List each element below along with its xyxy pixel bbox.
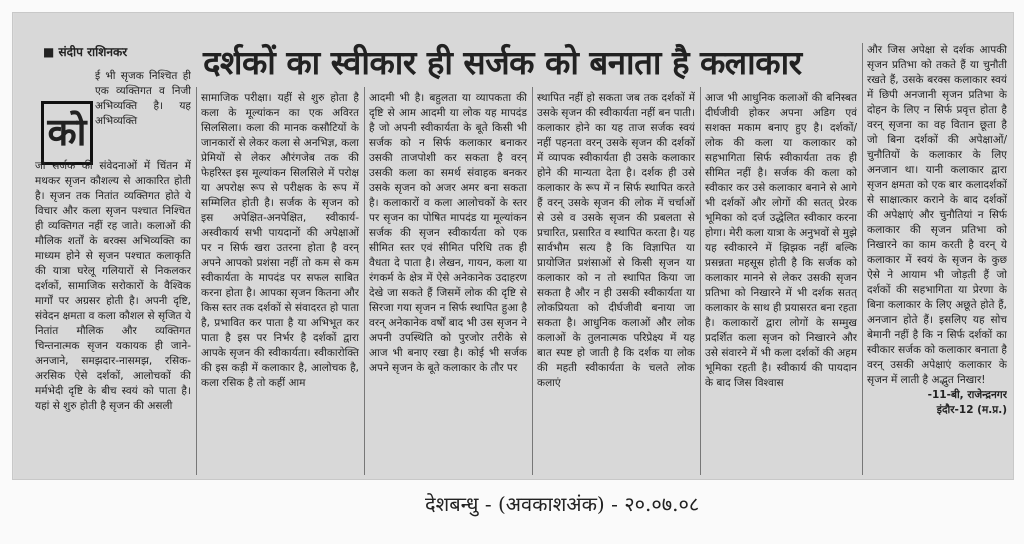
author-address-line1: -11-बी, राजेन्द्रनगर <box>927 389 1007 401</box>
article-column-4 <box>537 91 695 475</box>
column-divider <box>700 87 701 475</box>
article-column-6 <box>867 43 1007 475</box>
column-text: और जिस अपेक्षा से दर्शक आपकी सृजन प्रतिभा को तकते हैं या चुनौती रखते हैं, उसके बरक्स कलाकार स्वयं में छिपी अनजानी सृजन प्रतिभा के दोहन के लिए न सिर्फ प्रवृत्त होता है वरन् सृजना का वह वितान छूता है जो बिना दर्शकों की अपेक्षाओं/चुनौतियों के कलाकार के लिए अनजान था। यानी कलाकार द्वारा सृजन क्षमता को एक बार कलादर्शकों से साक्षात्कार कराने के बाद दर्शकों की अपेक्षाएं और चुनौतियां न सिर्फ कलाकार की सृजन प्रतिभा को निखारने का काम करती है वरन् ये कलाकार में स्वयं के सृजन के कुछ ऐसे ने आयाम भी जोड़ती हैं जो दर्शकों की सहभागिता या प्रेरणा के बिना कलाकार के लिए अछूते होते हैं, अनजान होते हैं। इसलिए यह सोच बेमानी नहीं है कि न सिर्फ दर्शकों का स्वीकार सर्जक को कलाकार बनाता है वरन् उसकी अपेक्षाएं कलाकार के सृजन में लाती है अद्भुत निखार! <box>867 44 1007 386</box>
column-divider <box>532 87 533 475</box>
article-headline: दर्शकों का स्वीकार ही सर्जक को बनाता है कलाकार <box>203 43 802 82</box>
article-column-3 <box>369 91 527 475</box>
column-text: स्थापित नहीं हो सकता जब तक दर्शकों में उसके सृजन की स्वीकार्यता नहीं बन पाती। कलाकार होने का यह ताज सर्जक स्वयं नहीं पहनता वरन् उसके सृजन की दर्शकों में व्यापक स्वीकार्यता ही उसके कलाकार होने की मान्यता देता है। दर्शक ही उसे कलाकार के रूप में न सिर्फ स्थापित करते हैं वरन् उसके सृजन की लोक में चर्चाओं से उसे व उसके सृजन की प्रबलता से प्रचारित, प्रसारित व स्थापित करता है। यह सार्वभौम सत्य है कि विज्ञापित या प्रायोजित प्रशंसाओं से किसी सृजन या कलाकार को न तो स्थापित किया जा सकता है और न ही उसकी स्वीकार्यता या लोकप्रियता को दीर्घजीवी बनाया जा सकता है। आधुनिक कलाओं और लोक कलाओं के तुलनात्मक परिप्रेक्ष्य में यह बात स्पष्ट हो जाती है कि दर्शक या लोक की महती स्वीकार्यता के चलते लोक कलाएं <box>537 92 695 389</box>
newspaper-clipping <box>12 12 1014 480</box>
column-divider <box>862 43 863 475</box>
handwritten-source-note: देशबन्धु - (अवकाशअंक) - २०.०७.०८ <box>425 492 700 516</box>
drop-cap: को <box>41 101 93 165</box>
article-lead <box>95 69 191 169</box>
column-text: आदमी भी है। बहुलता या व्यापकता की दृष्टि से आम आदमी या लोक यह मापदंड है जो अपनी स्वीकार्यता के बूते किसी भी सर्जक को न सिर्फ कलाकार बनाकर उसकी ताजपोशी कर सकता है वरन् उसकी कला का समर्थ संवाहक बनकर उसके सृजन को अजर अमर बना सकता है। कलाकारों व कला आलोचकों के स्तर पर सृजन का पोषित मापदंड या मूल्यांकन सर्जक की सृजन स्वीकार्यता को एक सीमित स्तर एवं सीमित परिधि तक ही वैधता दे पाता है। लेखन, गायन, कला या रंगकर्म के क्षेत्र में ऐसे अनेकानेक उदाहरण देखे जा सकते हैं जिसमें लोक की दृष्टि से सिरजा गया सृजन न सिर्फ स्थापित हुआ है वरन् अनेकानेक वर्षों बाद भी उस सृजन ने अपनी उपस्थिति को पुरजोर तरीके से आज भी बनाए रखा है। कोई भी सर्जक अपने सृजन के बूते कलाकार के तौर पर <box>369 92 527 374</box>
article-column-2 <box>201 91 359 475</box>
author-address-line2: इंदौर-12 (म.प्र.) <box>936 404 1007 416</box>
column-divider <box>196 87 197 475</box>
column-divider <box>364 87 365 475</box>
column-text: आज भी आधुनिक कलाओं की बनिस्बत दीर्घजीवी होकर अपना अडिग एवं सशक्त मकाम बनाए हुए है। दर्शकों/लोक की कला या कलाकार को सहभागिता सिर्फ स्वीकार्यता तक ही सीमित नहीं है। सर्जक की कला को स्वीकार कर उसे कलाकार बनाने से आगे भी दर्शकों और लोगों की सतत् प्रेरक भूमिका को दर्ज उद्धेलित स्वीकार करना होगा। मेरी कला यात्रा के अनुभवों से मुझे यह स्वीकारने में झिझक नहीं बल्कि प्रसन्नता महसूस होती है कि सर्जक को कलाकार मानने से लेकर उसकी सृजन प्रतिभा को निखारने में भी दर्शक सतत् कलाकार के साथ ही प्रयासरत बना रहता है। कलाकारों द्वारा लोगों के सम्मुख प्रदर्शित कला सृजन को निखारने और उसे संवारने में भी कला दर्शकों की अहम भूमिका रहती है। स्वीकार्य की पायदान के बाद जिस विश्वास <box>705 92 857 389</box>
column-text: सामाजिक परीक्षा। यहीं से शुरु होता है कला के मूल्यांकन का एक अविरत सिलसिला। कला की मानक कसौटियों के जानकारों से लेकर कला से अनभिज्ञ, कला प्रेमियों से लेकर औरंगजेब तक की फेहरिस्त इस मूल्यांकन सिलसिले में परोक्ष या अपरोक्ष रूप से परीक्षक के रूप में सम्मिलित होती है। सर्जक के सृजन को इस अपेक्षित-अनपेक्षित, स्वीकार्य-अस्वीकार्य सभी पायदानों की अपेक्षाओं पर न सिर्फ खरा उतरना होता है वरन् अपने आपको प्रशंसा नहीं तो कम से कम स्वीकार्यता के मापदंड पर सफल साबित करना होता है। आपका सृजन कितना और किस स्तर तक दर्शकों से संवादरत हो पाता है, प्रभावित कर पाता है या अभिभूत कर पाता है इस पर निर्भर है दर्शकों द्वारा आपके सृजन की स्वीकार्यता। स्वीकारोक्ति की इस कड़ी में कलाकार है, आलोचक है, कला रसिक है तो कहीं आम <box>201 92 359 389</box>
column-text: जो सर्जक की संवेदनाओं में चिंतन में मथकर सृजन कौशल्य से आकारित होती है। सृजन तक नितांत व्यक्तिगत होते ये विचार और कला सृजन पश्चात निश्चित ही व्यक्तिगत नहीं रह जाते। कलाओं की मौलिक शर्तों के बरक्स अभिव्यक्ति का माध्यम होने से सृजन पश्चात कलाकृति की यात्रा घरेलू गलियारों से निकलकर दर्शकों, सामाजिक सरोकारों के वैश्विक मार्गों पर अग्रसर होती है। अपनी दृष्टि, संवेदन क्षमता व कला कौशल से सृजित ये नितांत मौलिक और व्यक्तिगत चिन्तनात्मक सृजन यकायक ही जाने-अनजाने, समझदार-नासमझ, रसिक-अरसिक ऐसे दर्शकों, आलोचकों की मर्मभेदी दृष्टि के बीच स्वयं को पाता है। यहां से शुरु होती है सृजन की असली <box>35 160 191 412</box>
article-column-5 <box>705 91 857 475</box>
author-byline: ■ संदीप राशिनकर <box>43 45 128 59</box>
article-column-1 <box>35 159 191 477</box>
lead-text: ई भी सृजक निश्चित ही एक व्यक्तिगत व निजी अभिव्यक्ति है। यह अभिव्यक्ति <box>95 70 191 127</box>
